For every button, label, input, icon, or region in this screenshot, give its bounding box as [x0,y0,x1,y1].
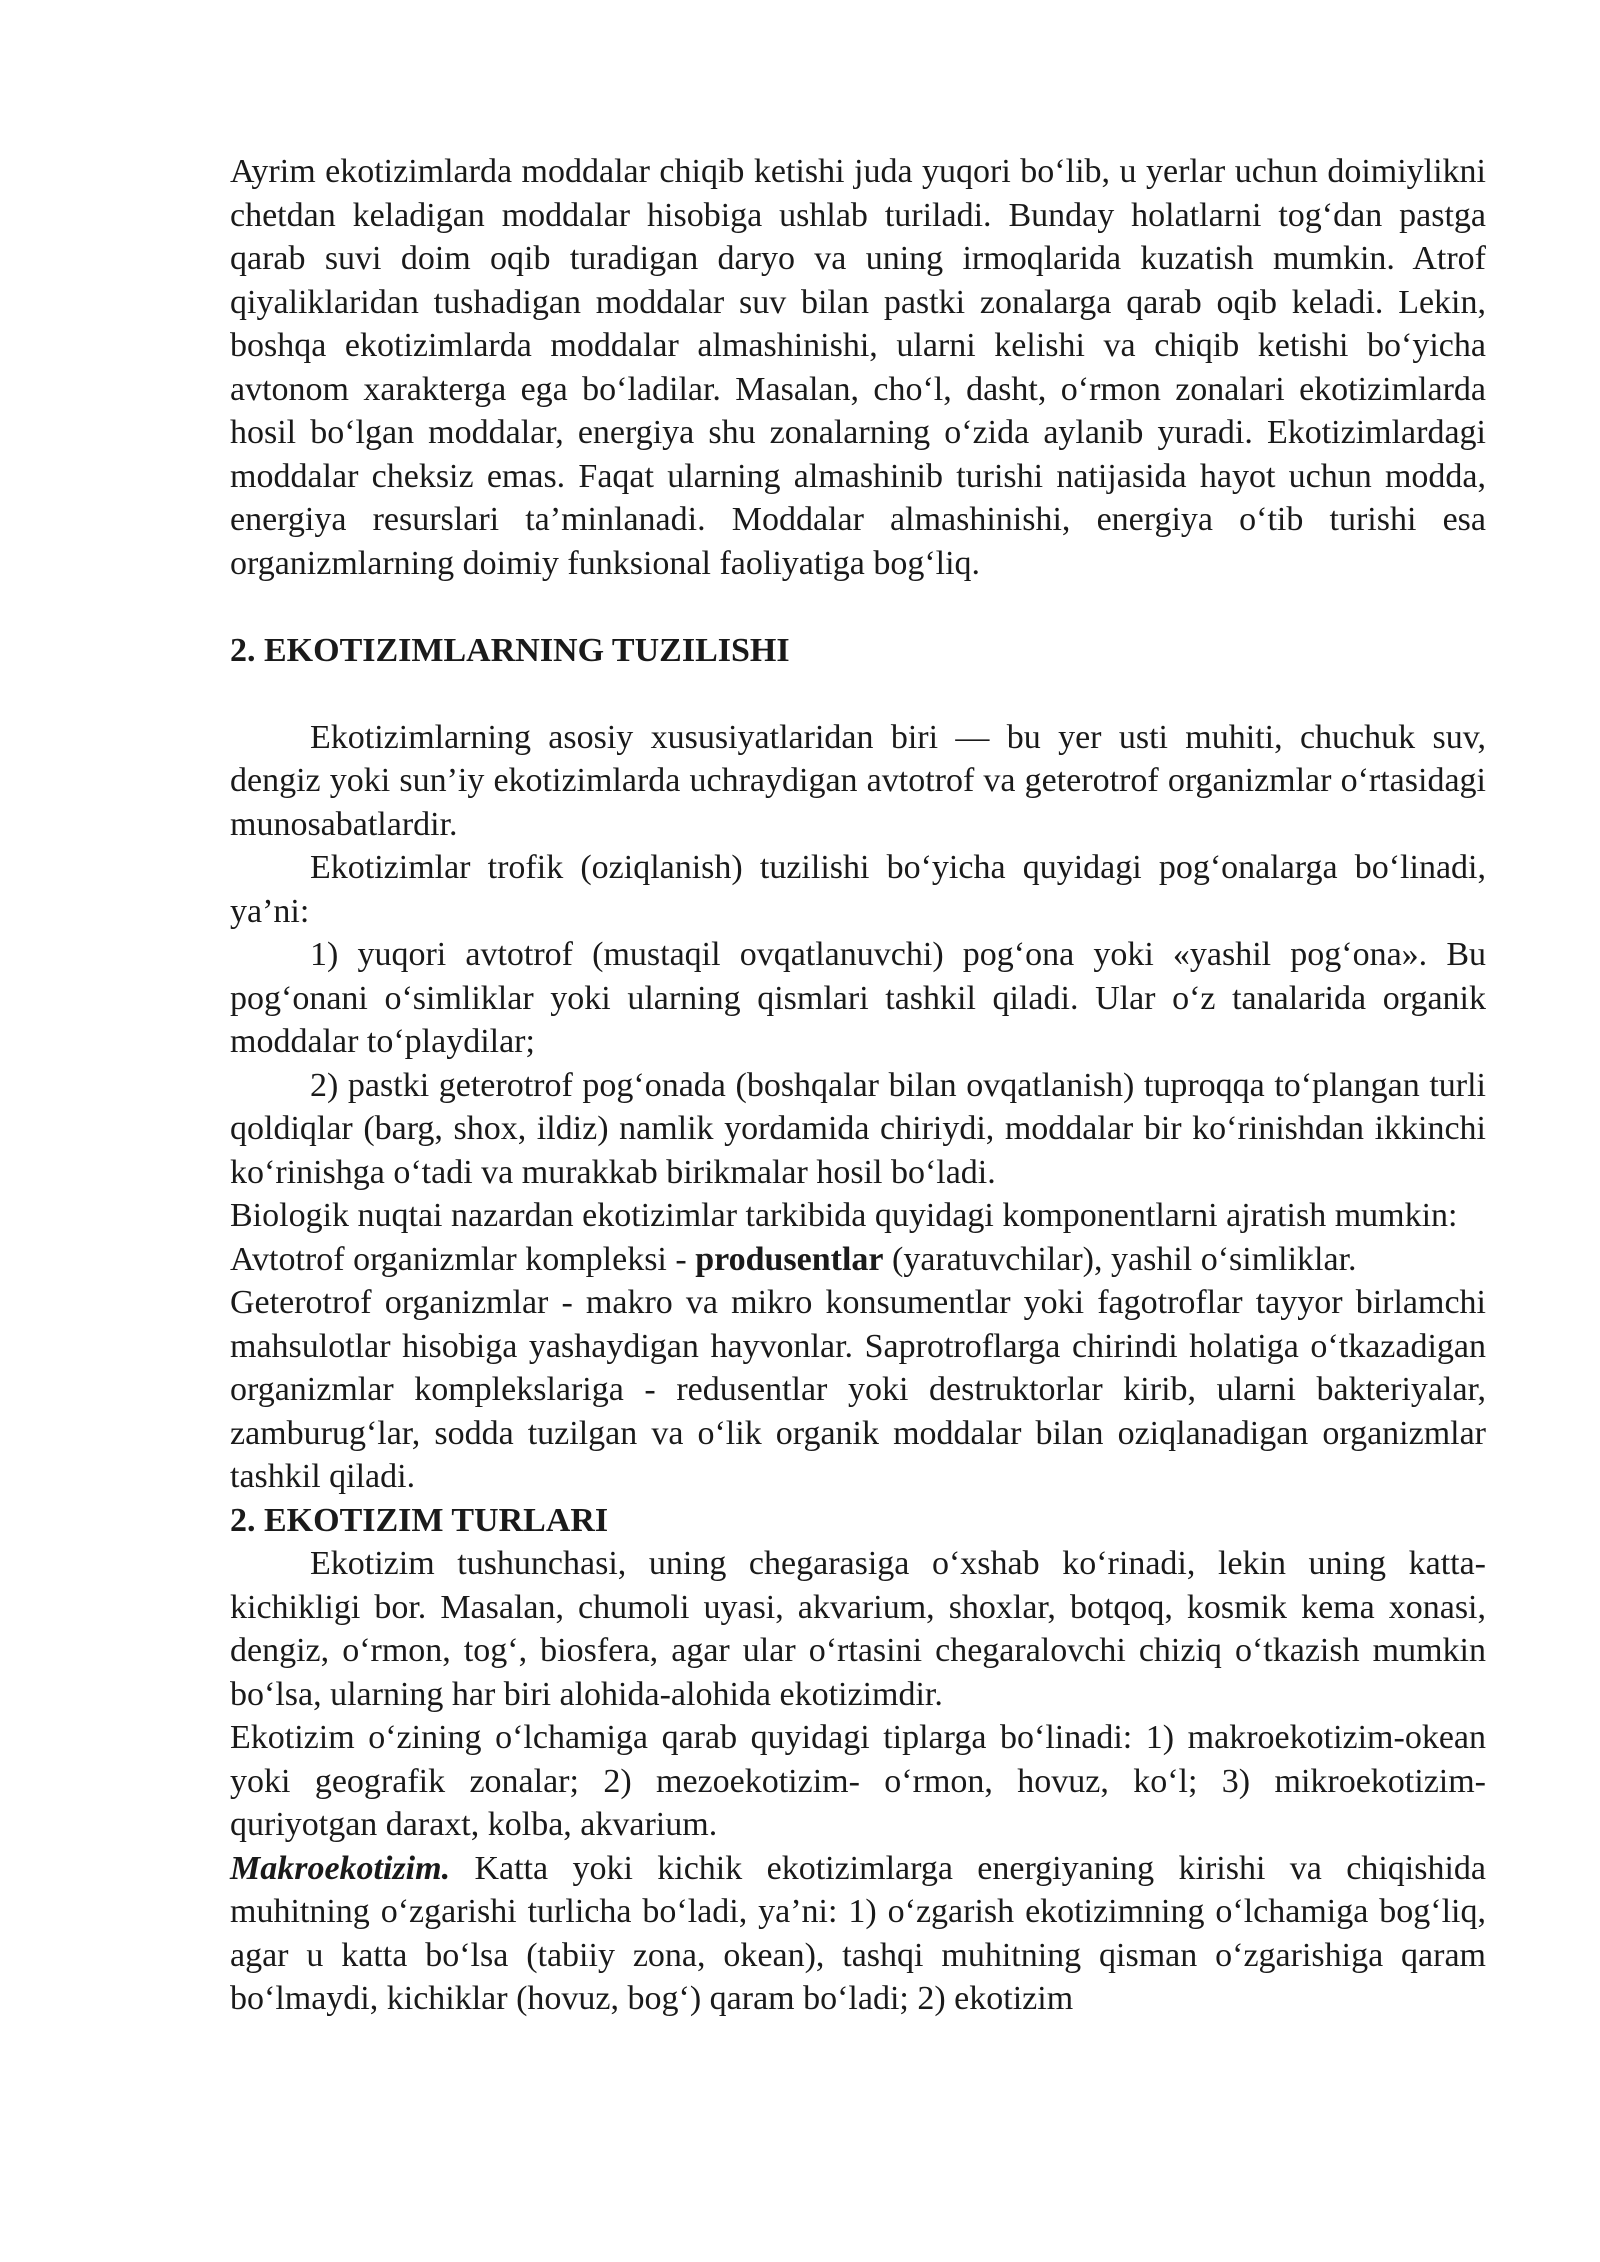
section-heading-structure: 2. EKOTIZIMLARNING TUZILISHI [230,631,790,669]
macroecosystem-text: Katta yoki kichik ekotizimlarga energiyaning kirishi va chiqishida muhitning o‘zgarishi turlicha bo‘ladi, ya’ni: 1) o‘zgarish ekotizimning o‘lchamiga bog‘liq, agar u katta bo‘lsa (tabiiy zona, okean), tashqi muhitning qisman o‘zgarishiga qaram bo‘lmaydi, kichiklar (hovuz, bog‘) qaram bo‘ladi; 2) ekotizim [230,1849,1486,2017]
paragraph-producers [230,1238,1486,1282]
paragraph-macroecosystem [230,1847,1486,2021]
list-item-lower-level: 2) pastki geterotrof pog‘onada (boshqalar bilan ovqatlanish) tuproqqa to‘plangan turli qoldiqlar (barg, shox, ildiz) namlik yordamida chiriydi, moddalar bir ko‘rinishdan ikkinchi ko‘rinishga o‘tadi va murakkab birikmalar hosil bo‘ladi. [230,1066,1486,1191]
document-page [230,150,1486,2021]
producers-trailing-text: (yaratuvchilar), yashil o‘simliklar. [883,1240,1357,1278]
paragraph-autotroph-heterotroph: Ekotizimlarning asosiy xususiyatlaridan biri — bu yer usti muhiti, chuchuk suv, dengiz yoki sun’iy ekotizimlarda uchraydigan avtotrof va geterotrof organizmlar o‘rtasidagi munosabatlardir. [230,718,1486,843]
producers-lead-text: Avtotrof organizmlar kompleksi - [230,1240,696,1278]
paragraph-ecosystem-matter-exchange: Ayrim ekotizimlarda moddalar chiqib ketishi juda yuqori bo‘lib, u yerlar uchun doimiylikni chetdan keladigan moddalar hisobiga ushlab turiladi. Bunday holatlarni tog‘dan pastga qarab suvi doim oqib turadigan daryo va uning irmoqlarida kuzatish mumkin. Atrof qiyaliklaridan tushadigan moddalar suv bilan pastki zonalarga qarab oqib keladi. Lekin, boshqa ekotizimlarda moddalar almashinishi, ularni kelishi va chiqib ketishi bo‘yicha avtonom xarakterga ega bo‘ladilar. Masalan, cho‘l, dasht, o‘rmon zonalari ekotizimlarda hosil bo‘lgan moddalar, energiya shu zonalarning o‘zida aylanib yuradi. Ekotizimlardagi moddalar cheksiz emas. Faqat ularning almashinib turishi natijasida hayot uchun modda, energiya resurslari ta’minlanadi. Moddalar almashinishi, energiya o‘tib turishi esa organizmlarning doimiy funksional faoliyatiga bog‘liq. [230,153,1486,582]
paragraph-ecosystem-concept: Ekotizim tushunchasi, uning chegarasiga o‘xshab ko‘rinadi, lekin uning katta-kichikligi bor. Masalan, chumoli uyasi, akvarium, shoxlar, botqoq, kosmik kema xonasi, dengiz, o‘rmon, tog‘, biosfera, agar ular o‘rtasini chegaralovchi chiziq o‘tkazish mumkin bo‘lsa, ularning har biri alohida-alohida ekotizimdir. [230,1545,1486,1713]
section-heading-types: 2. EKOTIZIM TURLARI [230,1501,609,1539]
paragraph-heterotrophs: Geterotrof organizmlar - makro va mikro konsumentlar yoki fagotroflar tayyor birlamchi mahsulotlar hisobiga yashaydigan hayvonlar. Saprotroflarga chirindi holatiga o‘tkazadigan organizmlar komplekslariga - redusentlar yoki destruktorlar kirib, ularni bakteriyalar, zamburug‘lar, sodda tuzilgan va o‘lik organik moddalar bilan oziqlanadigan organizmlar tashkil qiladi. [230,1284,1486,1495]
macroecosystem-term: Makroekotizim. [230,1849,451,1887]
paragraph-trophic-structure: Ekotizimlar trofik (oziqlanish) tuzilishi bo‘yicha quyidagi pog‘onalarga bo‘linadi, ya’ni: [230,849,1486,930]
spacer [230,672,1486,716]
producers-term: produsentlar [695,1240,884,1278]
paragraph-biological-components: Biologik nuqtai nazardan ekotizimlar tarkibida quyidagi komponentlarni ajratish mumkin: [230,1197,1458,1234]
list-item-upper-level: 1) yuqori avtotrof (mustaqil ovqatlanuvchi) pog‘ona yoki «yashil pog‘ona». Bu pog‘onani o‘simliklar yoki ularning qismlari tashkil qiladi. Ular o‘z tanalarida organik moddalar to‘playdilar; [230,936,1486,1060]
paragraph-ecosystem-size-types: Ekotizim o‘zining o‘lchamiga qarab quyidagi tiplarga bo‘linadi: 1) makroekotizim-okean yoki geografik zonalar; 2) mezoekotizim- o‘rmon, hovuz, ko‘l; 3) mikroekotizim- quriyotgan daraxt, kolba, akvarium. [230,1719,1486,1843]
spacer [230,585,1486,629]
